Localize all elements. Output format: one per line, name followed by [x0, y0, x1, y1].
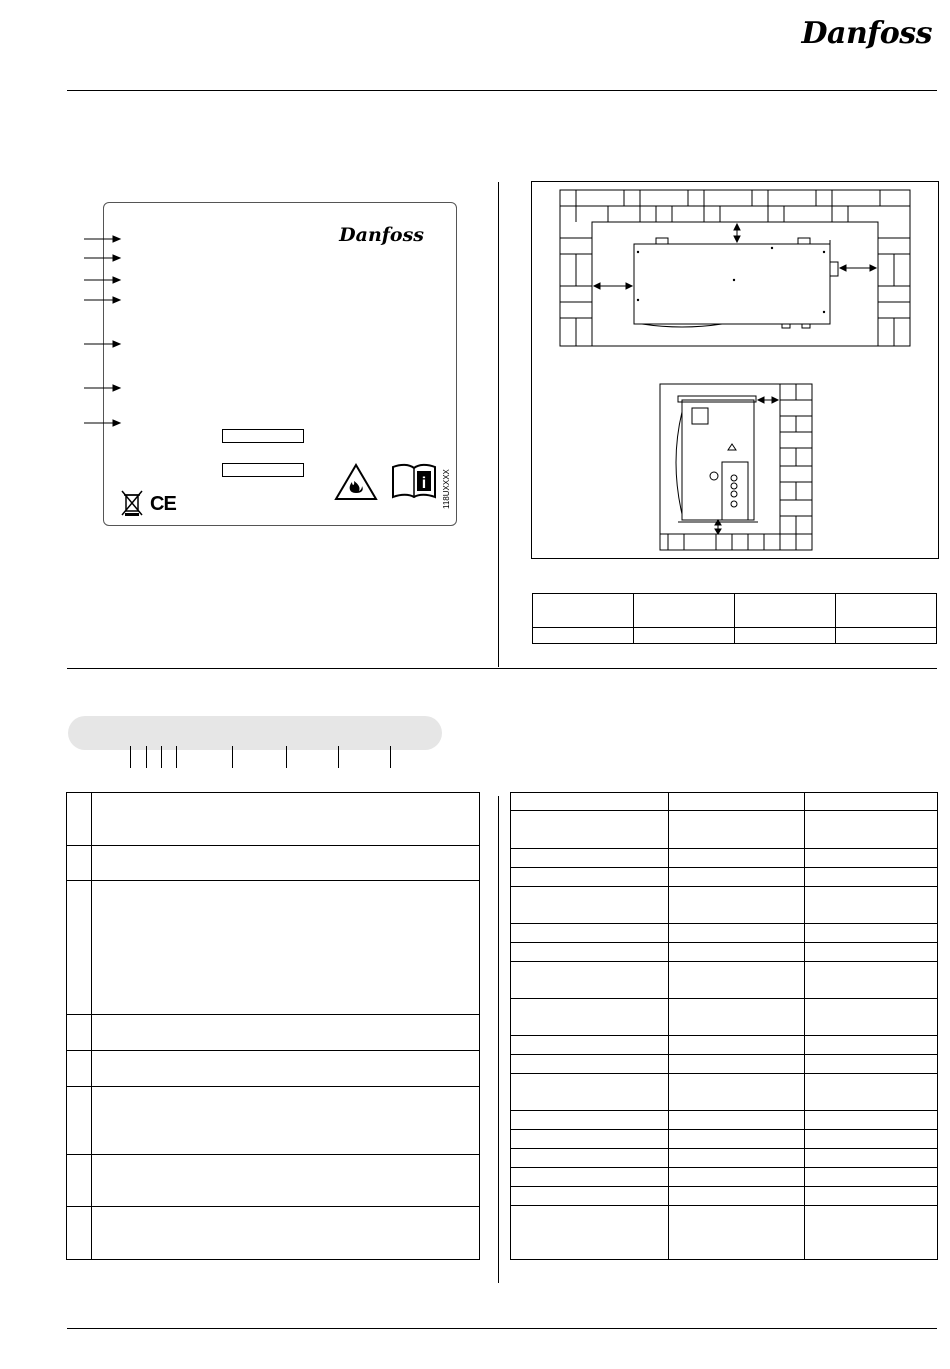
spec-cell [511, 962, 669, 999]
type-code-tick [338, 746, 339, 768]
svg-text:i: i [421, 475, 427, 492]
spec-cell [511, 1149, 669, 1168]
type-code-key [67, 881, 92, 1015]
read-manual-icon [391, 463, 437, 499]
spec-cell [669, 868, 805, 887]
spec-cell [805, 1130, 938, 1149]
spec-cell [669, 1206, 805, 1260]
spec-cell [805, 962, 938, 999]
type-code-key [67, 793, 92, 846]
type-code-key [67, 846, 92, 881]
spec-cell [511, 793, 669, 811]
type-code-desc [92, 1207, 480, 1260]
spec-cell [669, 962, 805, 999]
type-code-desc [92, 1155, 480, 1207]
clearance-diagram [531, 181, 939, 559]
spec-cell [805, 811, 938, 849]
flammable-warning-icon [334, 463, 378, 501]
spec-cell [805, 868, 938, 887]
type-code-tick [130, 746, 131, 768]
spec-cell [805, 1111, 938, 1130]
clearance-table-cell [634, 628, 735, 644]
spec-cell [805, 1055, 938, 1074]
type-code-tick [286, 746, 287, 768]
spec-cell [511, 1130, 669, 1149]
type-code-key [67, 1051, 92, 1087]
specification-table [510, 792, 938, 1260]
footer-rule [67, 1328, 937, 1329]
spec-cell [669, 1187, 805, 1206]
spec-cell [511, 887, 669, 924]
spec-cell [669, 1130, 805, 1149]
spec-cell [669, 1055, 805, 1074]
type-code-table [66, 792, 480, 1260]
type-code-tick [176, 746, 177, 768]
brand-logo-text: Danfoss [801, 16, 932, 51]
nameplate-logo: Danfoss [339, 224, 424, 246]
spec-cell [669, 1074, 805, 1111]
nameplate-code: 118UXXXX [442, 469, 451, 509]
spec-cell [669, 793, 805, 811]
type-code-desc [92, 881, 480, 1015]
spec-cell [511, 1206, 669, 1260]
spec-cell [805, 999, 938, 1036]
spec-cell [511, 811, 669, 849]
type-code-key [67, 1155, 92, 1207]
header-rule [67, 90, 937, 91]
brand-logo [802, 14, 932, 54]
type-code-tick [146, 746, 147, 768]
nameplate-field-1 [222, 429, 304, 443]
ce-mark-icon: CE [150, 493, 176, 515]
spec-cell [805, 1168, 938, 1187]
type-code-desc [92, 846, 480, 881]
nameplate-field-2 [222, 463, 304, 477]
type-code-key [67, 1087, 92, 1155]
spec-cell [511, 849, 669, 868]
clearance-table-cell [836, 628, 937, 644]
clearance-table-cell [533, 628, 634, 644]
spec-cell [805, 943, 938, 962]
type-code-tick [161, 746, 162, 768]
spec-cell [805, 1074, 938, 1111]
spec-cell [511, 1111, 669, 1130]
spec-cell [669, 924, 805, 943]
type-code-desc [92, 1015, 480, 1051]
nameplate-illustration [103, 202, 457, 526]
bottom-column-divider [498, 796, 499, 1283]
spec-cell [669, 1168, 805, 1187]
spec-cell [805, 1149, 938, 1168]
spec-cell [511, 1168, 669, 1187]
spec-cell [511, 924, 669, 943]
spec-cell [805, 1036, 938, 1055]
clearance-table-header-cell [735, 594, 836, 628]
spec-cell [511, 1187, 669, 1206]
section-rule [67, 668, 937, 669]
type-code-tick [232, 746, 233, 768]
spec-cell [511, 943, 669, 962]
spec-cell [805, 924, 938, 943]
type-code-key [67, 1207, 92, 1260]
spec-cell [669, 887, 805, 924]
clearance-table-header-cell [533, 594, 634, 628]
spec-cell [805, 793, 938, 811]
clearance-table-cell [735, 628, 836, 644]
type-code-desc [92, 1051, 480, 1087]
spec-cell [669, 811, 805, 849]
clearance-table-header-cell [836, 594, 937, 628]
type-code-desc [92, 793, 480, 846]
spec-cell [669, 943, 805, 962]
top-column-divider [498, 182, 499, 667]
spec-cell [511, 868, 669, 887]
spec-cell [805, 1187, 938, 1206]
spec-cell [511, 1036, 669, 1055]
spec-cell [511, 1055, 669, 1074]
spec-cell [669, 849, 805, 868]
clearance-table [532, 593, 937, 644]
spec-cell [669, 1149, 805, 1168]
spec-cell [805, 849, 938, 868]
spec-cell [805, 1206, 938, 1260]
spec-cell [805, 887, 938, 924]
spec-cell [511, 1074, 669, 1111]
nameplate-callout-arrows [84, 230, 124, 430]
clearance-drawing [532, 182, 938, 558]
type-code-tick [390, 746, 391, 768]
type-code-key [67, 1015, 92, 1051]
spec-cell [511, 999, 669, 1036]
spec-cell [669, 999, 805, 1036]
clearance-table-header-cell [634, 594, 735, 628]
type-code-bar [68, 716, 442, 750]
spec-cell [669, 1111, 805, 1130]
spec-cell [669, 1036, 805, 1055]
weee-bin-icon [120, 489, 144, 517]
type-code-desc [92, 1087, 480, 1155]
